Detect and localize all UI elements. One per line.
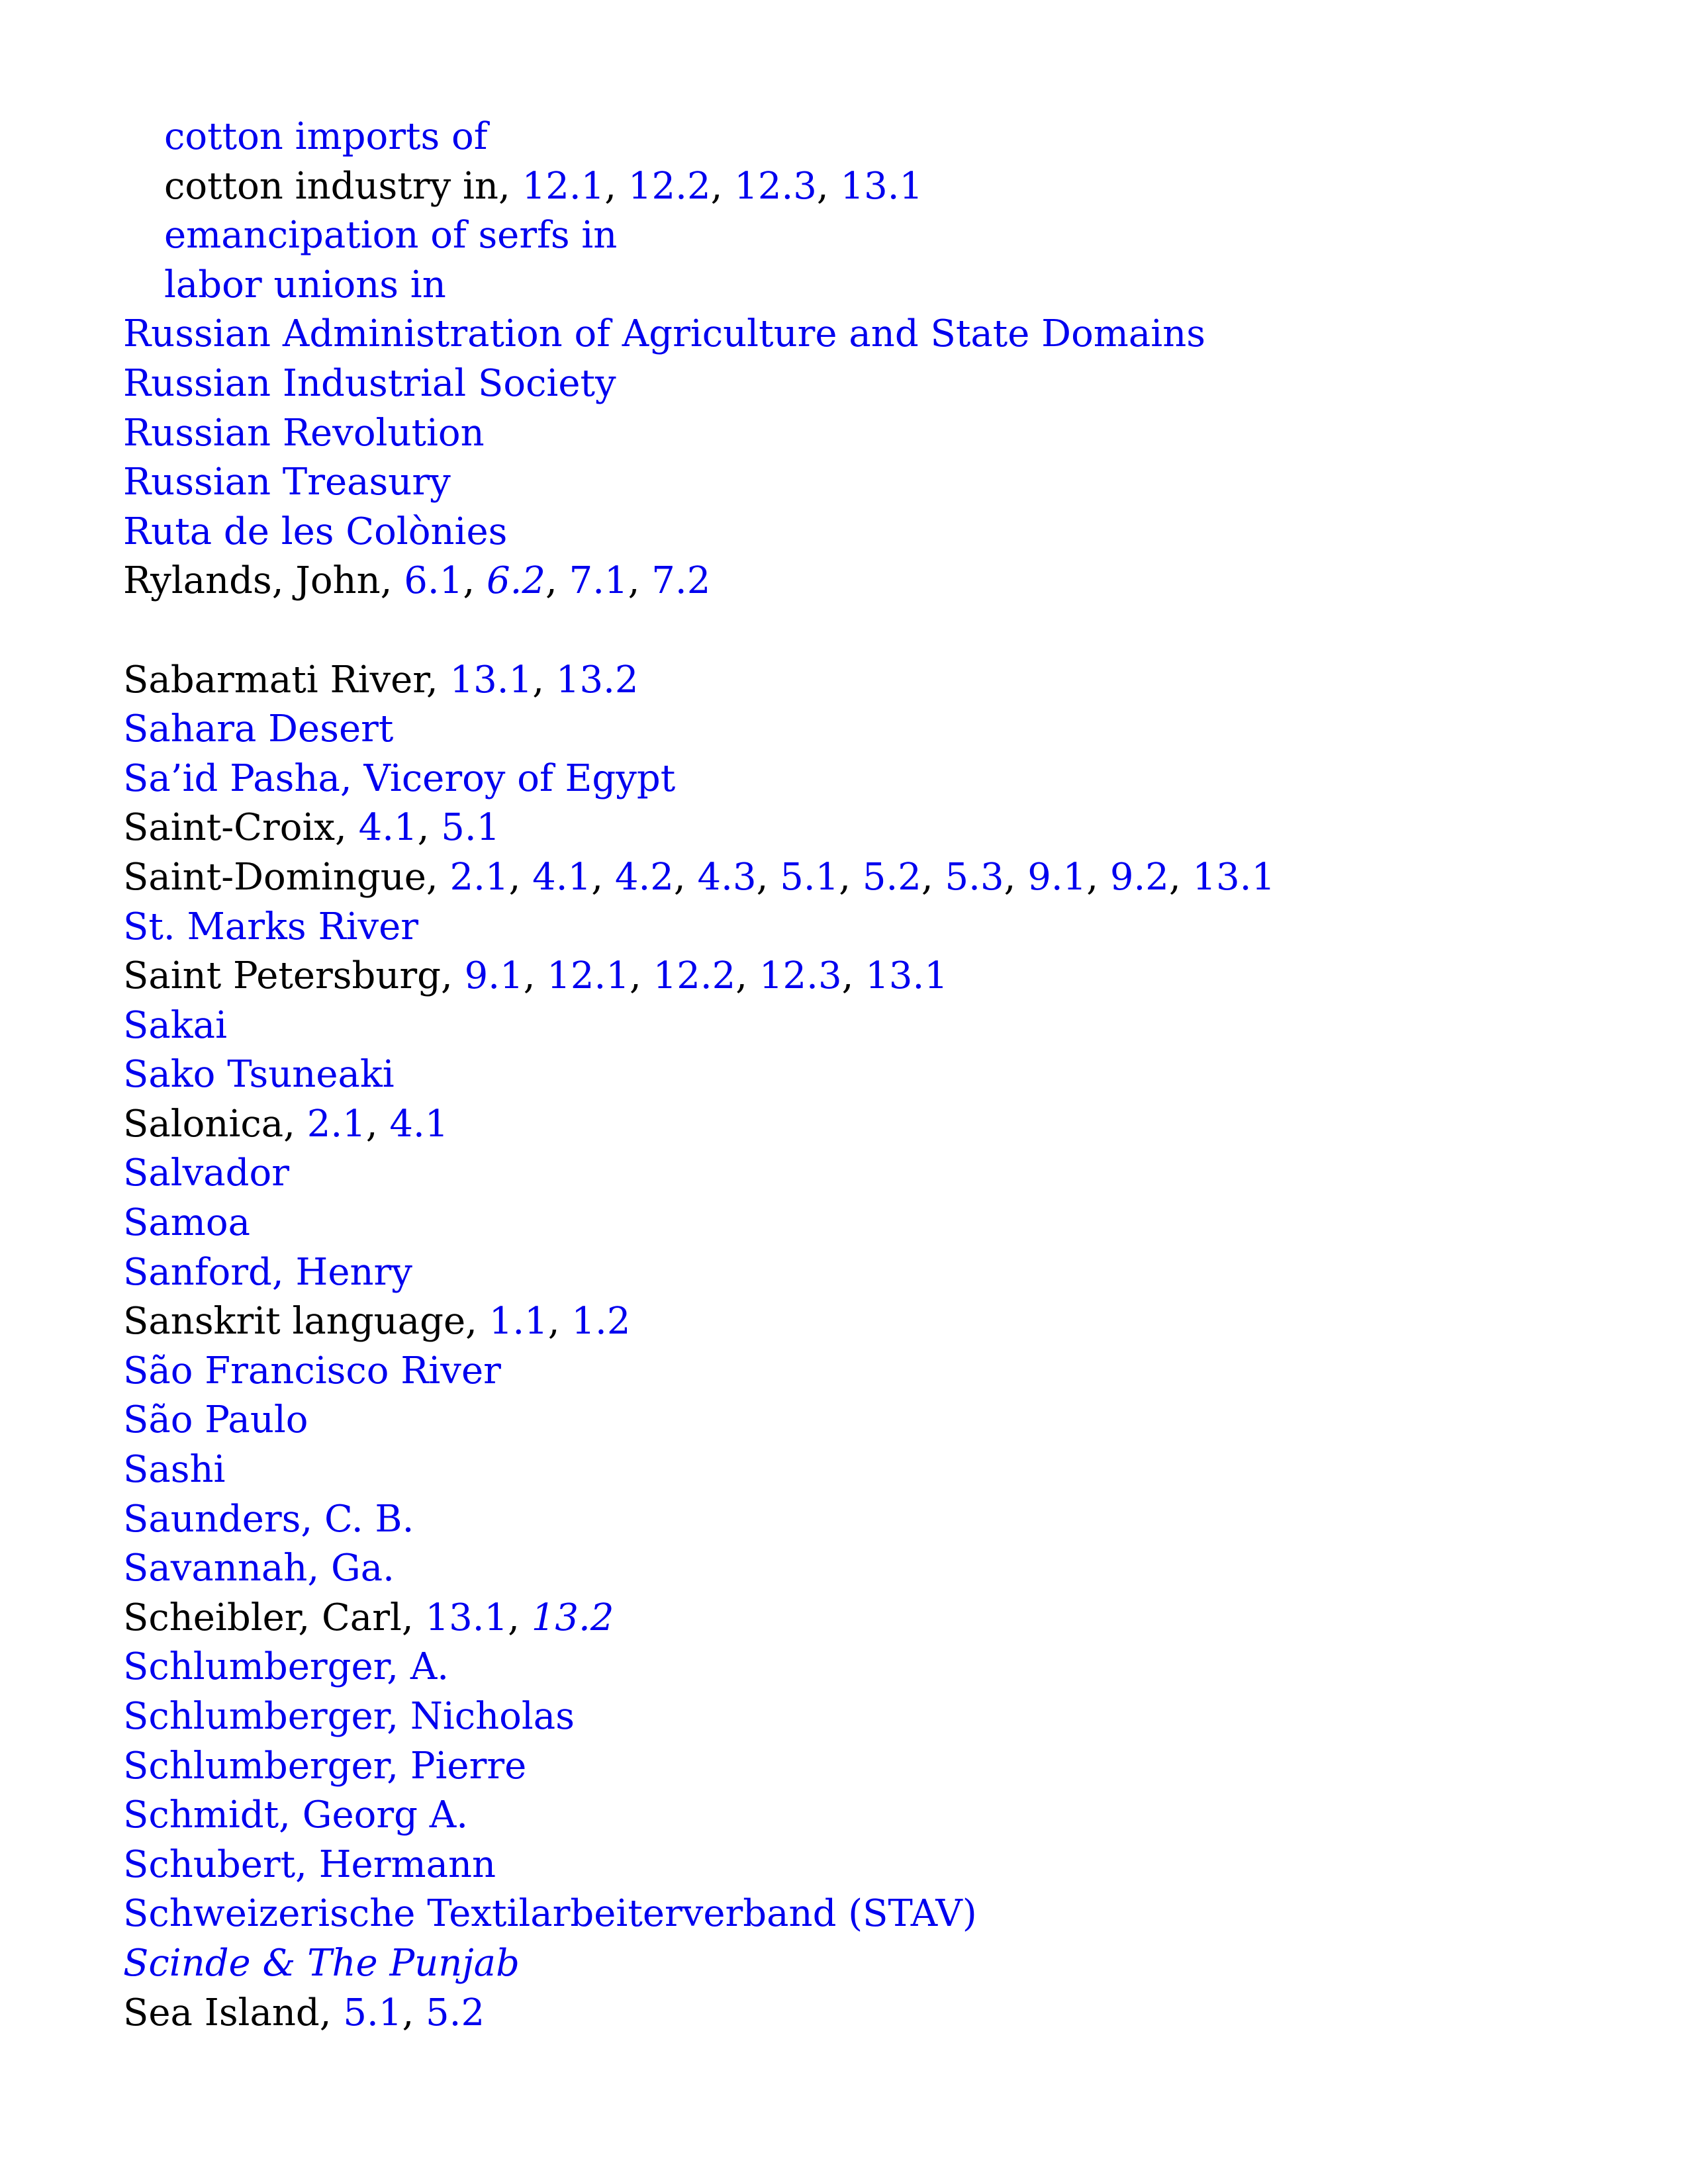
index-entry — [123, 754, 1579, 804]
index-entry — [123, 803, 1579, 853]
index-term: cotton industry in, — [164, 164, 522, 208]
page-reference-link[interactable]: 13.2 — [531, 1596, 614, 1639]
index-term-link[interactable]: cotton imports of — [164, 115, 488, 158]
page-reference-link[interactable]: 9.2 — [1109, 855, 1169, 899]
reference-separator: , — [756, 855, 780, 899]
index-term-link[interactable]: Sanford, Henry — [123, 1250, 412, 1294]
reference-separator: , — [508, 1596, 532, 1639]
index-term: Rylands, John, — [123, 559, 404, 603]
reference-separator: , — [629, 954, 653, 998]
page-reference-link[interactable]: 2.1 — [306, 1102, 366, 1146]
page-reference-link[interactable]: 12.1 — [522, 164, 605, 208]
index-entry — [123, 508, 1579, 557]
index-term-link[interactable]: Sako Tsuneaki — [123, 1053, 395, 1097]
index-entry — [123, 1100, 1579, 1150]
page-reference-link[interactable]: 13.1 — [865, 954, 948, 998]
reference-separator: , — [417, 806, 442, 850]
reference-separator: , — [591, 855, 615, 899]
reference-separator: , — [545, 559, 569, 603]
letter-group-gap — [123, 606, 1579, 656]
reference-separator: , — [628, 559, 652, 603]
reference-separator: , — [365, 1102, 390, 1146]
page-reference-link[interactable]: 4.2 — [614, 855, 674, 899]
index-entry — [123, 1248, 1579, 1298]
index-term-link[interactable]: Russian Treasury — [123, 461, 451, 504]
index-entry — [123, 359, 1579, 409]
index-term: Salonica, — [123, 1102, 307, 1146]
index-term: Saint Petersburg, — [123, 954, 465, 998]
index-term-link[interactable]: St. Marks River — [123, 905, 419, 948]
reference-separator: , — [816, 164, 841, 208]
index-entry — [123, 557, 1579, 606]
reference-separator: , — [402, 1991, 426, 2034]
page-reference-link[interactable]: 13.1 — [449, 658, 533, 702]
page-reference-link[interactable]: 7.1 — [569, 559, 628, 603]
index-subentry — [123, 113, 1579, 162]
index-term: Scheibler, Carl, — [123, 1596, 426, 1639]
page-reference-link[interactable]: 12.1 — [547, 954, 630, 998]
index-term: Sanskrit language, — [123, 1300, 489, 1343]
page-reference-link[interactable]: 6.2 — [486, 559, 545, 603]
index-entry — [123, 1594, 1579, 1643]
index-entry — [123, 1544, 1579, 1594]
index-entry — [123, 1841, 1579, 1890]
page-reference-link[interactable]: 12.2 — [653, 954, 736, 998]
page-reference-link[interactable]: 5.3 — [945, 855, 1004, 899]
index-term-link[interactable]: Sa’id Pasha, Viceroy of Egypt — [123, 756, 676, 800]
index-entry — [123, 1495, 1579, 1545]
reference-separator: , — [921, 855, 945, 899]
index-entry — [123, 1692, 1579, 1742]
reference-separator: , — [1004, 855, 1028, 899]
index-term: Sea Island, — [123, 1991, 344, 2034]
index-term-link[interactable]: Schlumberger, A. — [123, 1645, 449, 1689]
reference-separator: , — [463, 559, 487, 603]
reference-separator: , — [547, 1300, 572, 1343]
index-entry — [123, 1791, 1579, 1841]
index-entry — [123, 656, 1579, 705]
index-entry — [123, 1347, 1579, 1396]
page-reference-link[interactable]: 13.1 — [425, 1596, 508, 1639]
index-entry — [123, 1396, 1579, 1445]
index-entry — [123, 952, 1579, 1001]
page-reference-link[interactable]: 5.2 — [862, 855, 921, 899]
page-reference-link[interactable]: 1.2 — [571, 1300, 631, 1343]
page-reference-link[interactable]: 9.1 — [464, 954, 524, 998]
index-term-link[interactable]: São Francisco River — [123, 1349, 501, 1392]
reference-separator: , — [735, 954, 759, 998]
index-term-link[interactable]: Salvador — [123, 1152, 290, 1195]
reference-separator: , — [673, 855, 698, 899]
page-reference-link[interactable]: 6.1 — [404, 559, 463, 603]
index-term-link[interactable]: Sahara Desert — [123, 707, 394, 751]
index-entry — [123, 1001, 1579, 1051]
index-entry — [123, 1050, 1579, 1100]
index-entry — [123, 1889, 1579, 1939]
index-list — [123, 113, 1579, 2038]
index-entry — [123, 310, 1579, 359]
page-reference-link[interactable]: 4.1 — [532, 855, 592, 899]
reference-separator: , — [532, 658, 556, 702]
reference-separator: , — [839, 855, 863, 899]
reference-separator: , — [710, 164, 735, 208]
index-term-link[interactable]: Ruta de les Colònies — [123, 510, 508, 553]
page-reference-link[interactable]: 13.1 — [840, 164, 923, 208]
index-term: Saint-Croix, — [123, 806, 359, 850]
page-reference-link[interactable]: 12.3 — [759, 954, 842, 998]
page-reference-link[interactable]: 9.1 — [1027, 855, 1087, 899]
index-entry — [123, 1939, 1579, 1989]
page-reference-link[interactable]: 4.3 — [697, 855, 757, 899]
index-term-link[interactable]: Sashi — [123, 1448, 226, 1492]
index-term-link[interactable]: Saunders, C. B. — [123, 1497, 414, 1541]
index-term-link[interactable]: Scinde & The Punjab — [123, 1941, 520, 1985]
page-reference-link[interactable]: 7.2 — [651, 559, 711, 603]
index-entry — [123, 1989, 1579, 2038]
reference-separator: , — [841, 954, 866, 998]
index-term-link[interactable]: Russian Administration of Agriculture and State Domains — [123, 312, 1205, 356]
index-term-link[interactable]: Samoa — [123, 1201, 250, 1245]
index-entry — [123, 1742, 1579, 1792]
index-entry — [123, 1199, 1579, 1248]
index-term-link[interactable]: Schmidt, Georg A. — [123, 1794, 469, 1837]
index-entry — [123, 1445, 1579, 1495]
index-term-link[interactable]: Russian Revolution — [123, 411, 485, 455]
index-subentry — [123, 162, 1579, 212]
index-term-link[interactable]: emancipation of serfs in — [164, 214, 618, 257]
page-reference-link[interactable]: 1.1 — [489, 1300, 548, 1343]
index-term-link[interactable]: labor unions in — [164, 263, 446, 306]
page-reference-link[interactable]: 4.1 — [358, 806, 418, 850]
index-term: Sabarmati River, — [123, 658, 450, 702]
index-term-link[interactable]: Schweizerische Textilarbeiterverband (STAV) — [123, 1892, 977, 1936]
page-reference-link[interactable]: 5.1 — [343, 1991, 402, 2034]
index-entry — [123, 1643, 1579, 1692]
page-reference-link[interactable]: 12.3 — [734, 164, 817, 208]
index-subentry — [123, 261, 1579, 310]
index-entry — [123, 903, 1579, 952]
reference-separator: , — [604, 164, 628, 208]
index-subentry — [123, 211, 1579, 261]
page-reference-link[interactable]: 4.1 — [389, 1102, 449, 1146]
index-term-link[interactable]: Sakai — [123, 1003, 227, 1047]
index-term-link[interactable]: Russian Industrial Society — [123, 361, 616, 405]
index-term: Saint-Domingue, — [123, 855, 450, 899]
index-entry — [123, 705, 1579, 754]
page-reference-link[interactable]: 5.1 — [780, 855, 839, 899]
index-entry — [123, 853, 1579, 903]
reference-separator: , — [1086, 855, 1110, 899]
page-reference-link[interactable]: 5.1 — [441, 806, 500, 850]
page-reference-link[interactable]: 12.2 — [628, 164, 711, 208]
page-reference-link[interactable]: 5.2 — [426, 1991, 485, 2034]
index-term-link[interactable]: Savannah, Ga. — [123, 1547, 395, 1590]
index-term-link[interactable]: São Paulo — [123, 1398, 308, 1442]
page-reference-link[interactable]: 2.1 — [449, 855, 509, 899]
index-entry — [123, 458, 1579, 508]
page-reference-link[interactable]: 13.2 — [555, 658, 639, 702]
index-entry — [123, 409, 1579, 459]
index-entry — [123, 1297, 1579, 1347]
index-term-link[interactable]: Schlumberger, Nicholas — [123, 1695, 575, 1738]
index-term-link[interactable]: Schubert, Hermann — [123, 1843, 496, 1886]
index-term-link[interactable]: Schlumberger, Pierre — [123, 1744, 527, 1788]
reference-separator: , — [523, 954, 547, 998]
index-entry — [123, 1149, 1579, 1199]
reference-separator: , — [508, 855, 533, 899]
reference-separator: , — [1168, 855, 1193, 899]
page-reference-link[interactable]: 13.1 — [1192, 855, 1276, 899]
